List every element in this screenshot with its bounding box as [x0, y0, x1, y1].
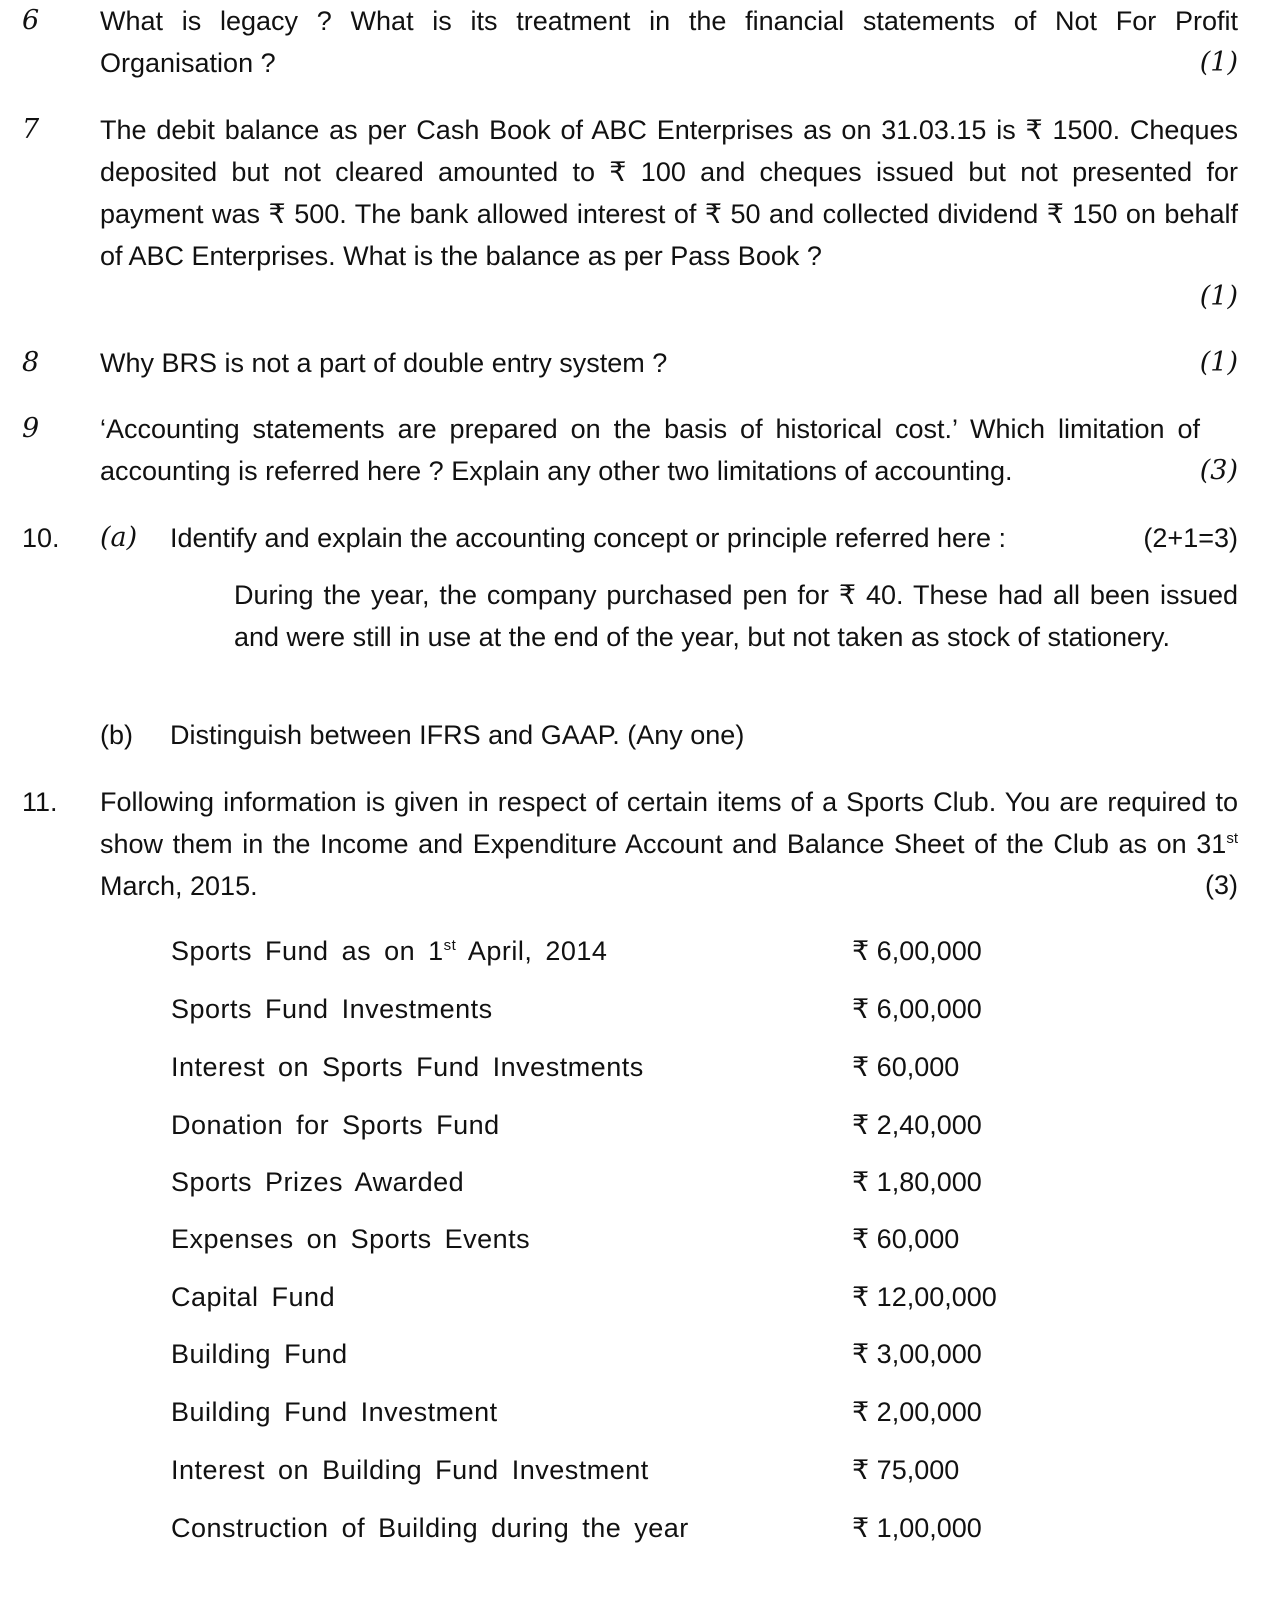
- question-number: 11.: [22, 787, 58, 817]
- question-marks: (3): [1199, 455, 1238, 486]
- item-value: ₹ 3,00,000: [852, 1339, 982, 1369]
- question-marks: (3): [1205, 870, 1238, 900]
- table-row: [0, 1104, 1283, 1146]
- question-text: [100, 0, 1238, 84]
- item-value: ₹ 75,000: [852, 1455, 960, 1485]
- item-label: Interest on Building Fund Investment: [171, 1455, 649, 1485]
- question-text-end: March, 2015.: [100, 871, 258, 901]
- item-value: ₹ 6,00,000: [852, 936, 982, 966]
- item-label: Construction of Building during the year: [171, 1513, 689, 1543]
- question-line-2: [100, 42, 1238, 84]
- table-row: [0, 1276, 1283, 1318]
- item-value: ₹ 12,00,000: [852, 1282, 997, 1312]
- item-value: ₹ 60,000: [852, 1052, 960, 1082]
- item-value: ₹ 6,00,000: [852, 994, 982, 1024]
- superscript: st: [1226, 830, 1238, 847]
- table-row: [0, 1449, 1283, 1491]
- item-label: [171, 930, 607, 972]
- table-row: [0, 930, 1283, 972]
- question-number: 10.: [22, 523, 60, 553]
- item-label: Sports Prizes Awarded: [171, 1167, 465, 1197]
- table-row: [0, 1046, 1283, 1088]
- part-a-label: (a): [100, 522, 138, 553]
- item-label: Building Fund Investment: [171, 1397, 498, 1427]
- part-b-text: Distinguish between IFRS and GAAP. (Any one): [170, 720, 745, 750]
- item-label: Building Fund: [171, 1339, 348, 1369]
- item-label: Capital Fund: [171, 1282, 336, 1312]
- superscript: st: [443, 937, 457, 954]
- table-row: [0, 988, 1283, 1030]
- item-label: Donation for Sports Fund: [171, 1110, 500, 1140]
- question-text: ‘Accounting statements are prepared on the basis of historical cost.’ Which limitation of accounting is referred here ? Explain any other two limitations of accounting.: [100, 414, 1200, 486]
- item-value: ₹ 2,00,000: [852, 1397, 982, 1427]
- part-b-label: (b): [100, 720, 133, 750]
- item-label-text: Sports Fund as on 1: [171, 936, 444, 966]
- table-row: [0, 1507, 1283, 1549]
- table-row: [0, 1161, 1283, 1203]
- question-number: 6: [22, 5, 40, 36]
- question-text: [100, 781, 1238, 907]
- table-row: [0, 1333, 1283, 1375]
- table-row: [0, 1391, 1283, 1433]
- question-text: The debit balance as per Cash Book of ABC Enterprises as on 31.03.15 is ₹ 1500. Cheques deposited but not cleared amounted to ₹ 100 and cheques issued but not presented for payment was ₹ 500. The bank allowed interest of ₹ 50 and collected dividend ₹ 150 on behalf of ABC Enterprises. What is the balance as per Pass Book ?: [100, 115, 1238, 271]
- question-marks: (1): [1199, 47, 1238, 78]
- item-value: ₹ 60,000: [852, 1224, 960, 1254]
- item-label: Expenses on Sports Events: [171, 1224, 531, 1254]
- item-value: ₹ 2,40,000: [852, 1110, 982, 1140]
- question-number: 9: [22, 413, 40, 444]
- question-marks: (1): [1199, 281, 1238, 312]
- part-a-text: Identify and explain the accounting concept or principle referred here :: [170, 523, 1007, 553]
- question-text-main: Following information is given in respect of certain items of a Sports Club. You are required to show them in the Income and Expenditure Account and Balance Sheet of the Club as on 31: [100, 787, 1238, 859]
- question-text: Why BRS is not a part of double entry system ?: [100, 348, 668, 378]
- item-label: Sports Fund Investments: [171, 994, 493, 1024]
- question-line-2-text: Organisation ?: [100, 48, 276, 78]
- item-label-end: April, 2014: [456, 936, 608, 966]
- question-marks: (2+1=3): [1143, 523, 1238, 553]
- question-line-1: What is legacy ? What is its treatment in the financial statements of Not For Profit: [100, 6, 1238, 36]
- question-marks: (1): [1199, 347, 1238, 378]
- table-row: [0, 1218, 1283, 1260]
- item-label: Interest on Sports Fund Investments: [171, 1052, 644, 1082]
- case-text: During the year, the company purchased pen for ₹ 40. These had all been issued and were still in use at the end of the year, but not taken as stock of stationery.: [234, 580, 1238, 652]
- question-number: 8: [22, 347, 40, 378]
- question-number: 7: [22, 114, 40, 145]
- item-value: ₹ 1,80,000: [852, 1167, 982, 1197]
- item-value: ₹ 1,00,000: [852, 1513, 982, 1543]
